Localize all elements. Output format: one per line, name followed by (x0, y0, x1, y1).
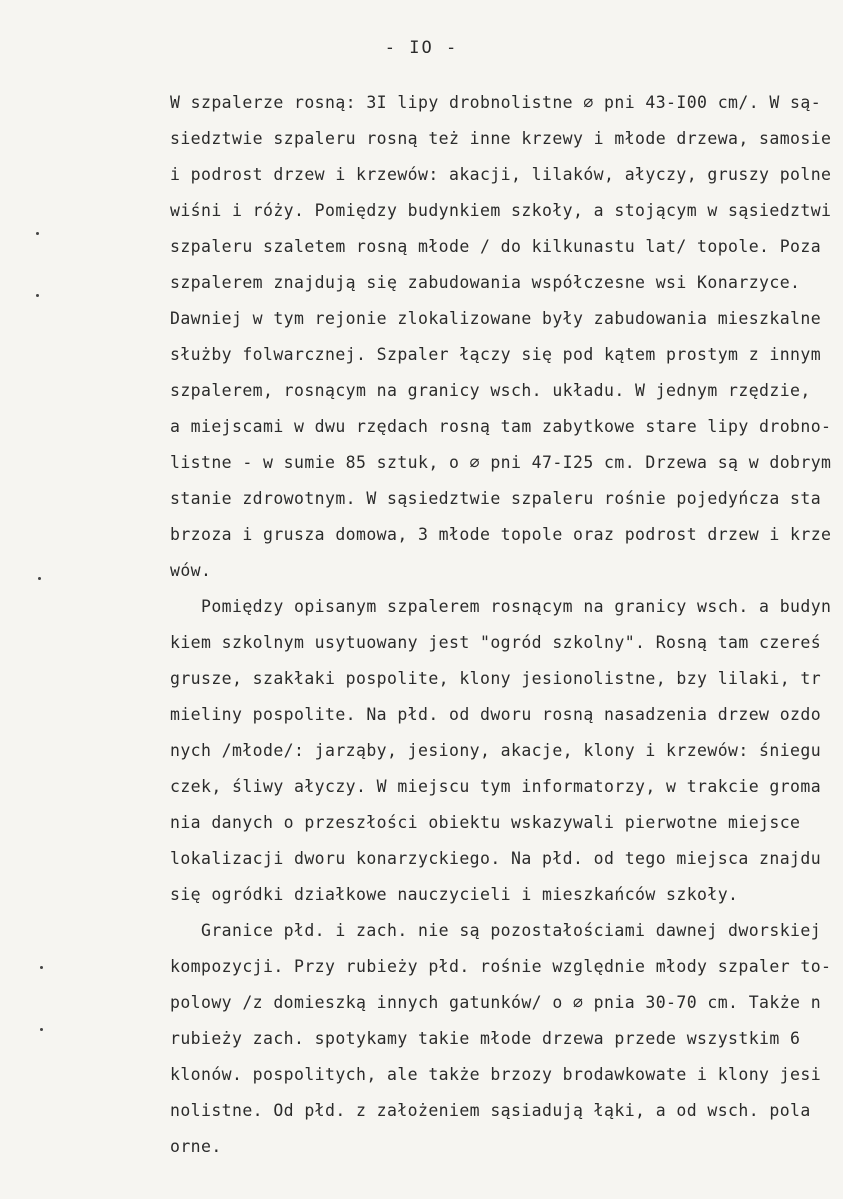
margin-mark (36, 294, 39, 297)
text-line: służby folwarcznej. Szpaler łączy się pod kątem prostym z innym (170, 345, 822, 364)
text-line: kompozycji. Przy rubieży płd. rośnie względnie młody szpaler to- (170, 957, 832, 976)
text-line: kiem szkolnym usytuowany jest "ogród szkolny". Rosną tam czereś (170, 633, 822, 652)
margin-mark (38, 577, 41, 580)
text-line: rubieży zach. spotykamy takie młode drzewa przede wszystkim 6 (170, 1029, 801, 1048)
text-line: Granice płd. i zach. nie są pozostałościami dawnej dworskiej (170, 921, 822, 940)
text-line: siedztwie szpaleru rosną też inne krzewy i młode drzewa, samosie (170, 129, 832, 148)
text-line: czek, śliwy ałyczy. W miejscu tym informatorzy, w trakcie groma (170, 777, 822, 796)
text-line: brzoza i grusza domowa, 3 młode topole oraz podrost drzew i krze (170, 525, 832, 544)
text-line: wiśni i róży. Pomiędzy budynkiem szkoły, a stojącym w sąsiedztwi (170, 201, 832, 220)
text-line: nych /młode/: jarząby, jesiony, akacje, klony i krzewów: śniegu (170, 741, 822, 760)
text-line: szpalerem, rosnącym na granicy wsch. układu. W jednym rzędzie, (170, 381, 811, 400)
text-line: Pomiędzy opisanym szpalerem rosnącym na granicy wsch. a budyn (170, 597, 832, 616)
text-line: szpaleru szaletem rosną młode / do kilkunastu lat/ topole. Poza (170, 237, 822, 256)
text-line: a miejscami w dwu rzędach rosną tam zabytkowe stare lipy drobno- (170, 417, 832, 436)
margin-mark (40, 1028, 43, 1031)
text-line: W szpalerze rosną: 3I lipy drobnolistne ∅ pni 43-I00 cm/. W są- (170, 93, 822, 112)
text-line: się ogródki działkowe nauczycieli i mieszkańców szkoły. (170, 885, 739, 904)
text-line: Dawniej w tym rejonie zlokalizowane były zabudowania mieszkalne (170, 309, 822, 328)
text-line: szpalerem znajdują się zabudowania współczesne wsi Konarzyce. (170, 273, 801, 292)
text-line: grusze, szakłaki pospolite, klony jesionolistne, bzy lilaki, tr (170, 669, 822, 688)
text-line: stanie zdrowotnym. W sąsiedztwie szpaleru rośnie pojedyńcza sta (170, 489, 822, 508)
text-line: listne - w sumie 85 sztuk, o ∅ pni 47-I25 cm. Drzewa są w dobrym (170, 453, 832, 472)
text-line: nia danych o przeszłości obiektu wskazywali pierwotne miejsce (170, 813, 801, 832)
text-line: lokalizacji dworu konarzyckiego. Na płd. od tego miejsca znajdu (170, 849, 822, 868)
page-number: - IO - (384, 38, 459, 58)
text-line: polowy /z domieszką innych gatunków/ o ∅ pnia 30-70 cm. Także n (170, 993, 822, 1012)
text-line: klonów. pospolitych, ale także brzozy brodawkowate i klony jesi (170, 1065, 822, 1084)
text-line: mieliny pospolite. Na płd. od dworu rosną nasadzenia drzew ozdo (170, 705, 822, 724)
text-line: wów. (170, 561, 212, 580)
text-line: orne. (170, 1137, 222, 1156)
text-line: nolistne. Od płd. z założeniem sąsiadują łąki, a od wsch. pola (170, 1101, 811, 1120)
margin-mark (40, 966, 43, 969)
text-line: i podrost drzew i krzewów: akacji, lilaków, ałyczy, gruszy polne (170, 165, 832, 184)
margin-mark (36, 232, 39, 235)
